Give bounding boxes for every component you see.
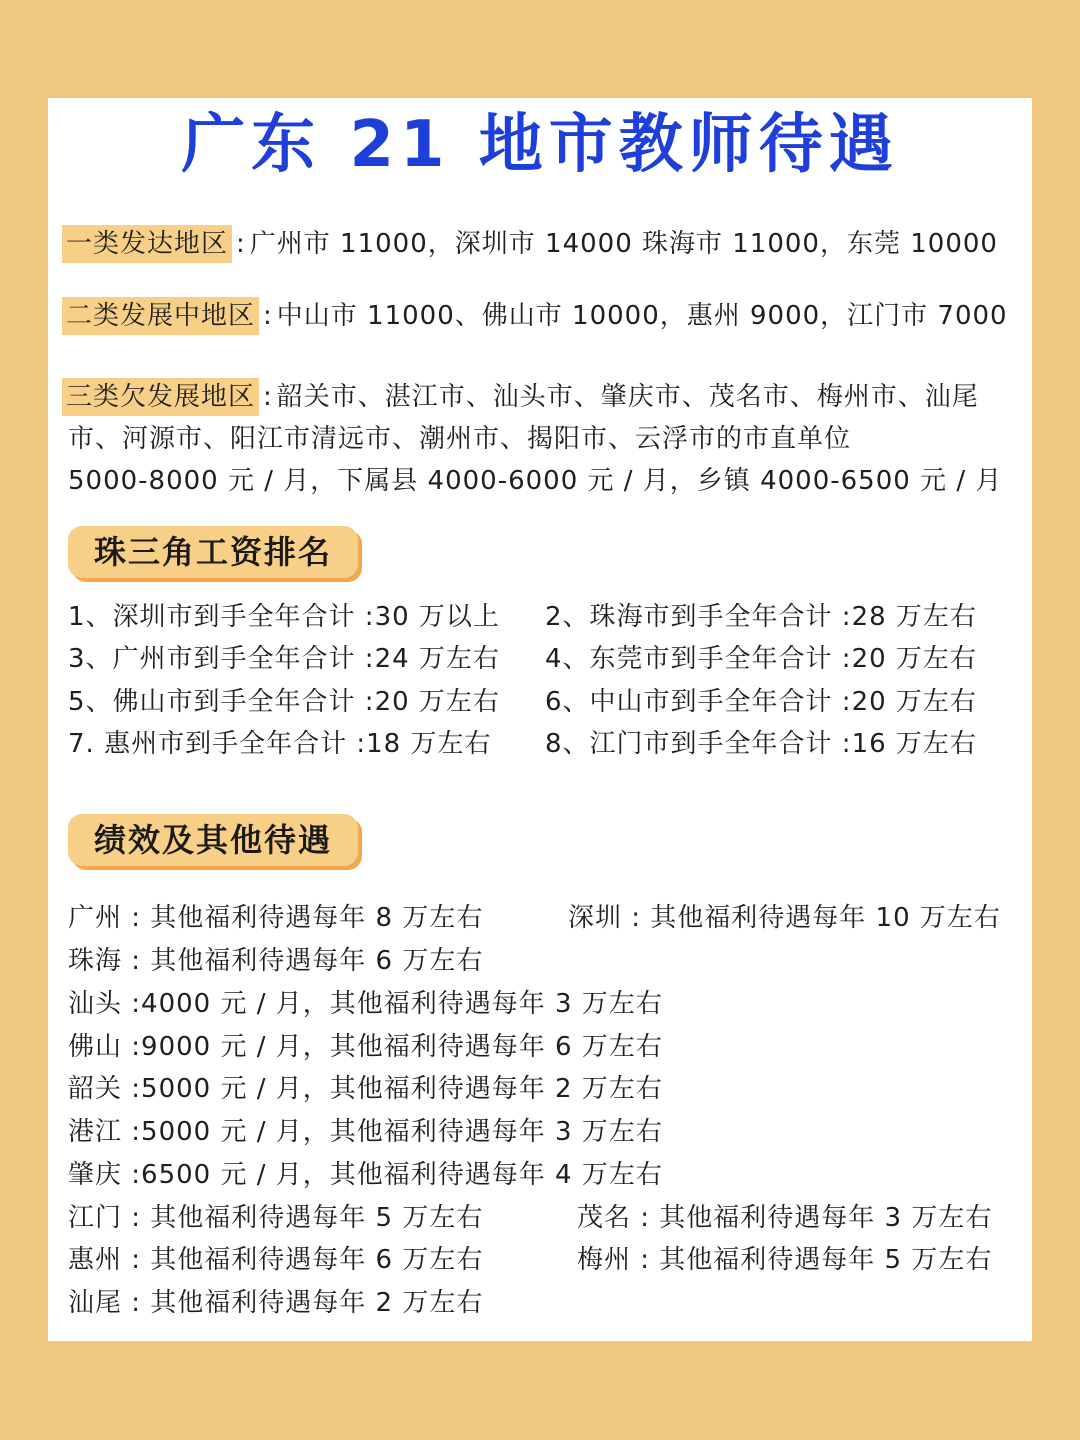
tier3-row [62,379,979,415]
performance-heading: 绩效及其他待遇 [68,814,358,866]
tier3-text-line3: 5000-8000 元 / 月，下属县 4000-6000 元 / 月，乡镇 4000-6500 元 / 月 [68,466,1003,496]
perf-zhaoqing: 肇庆 :6500 元 / 月，其他福利待遇每年 4 万左右 [68,1160,663,1190]
perf-shaoguan: 韶关 :5000 元 / 月，其他福利待遇每年 2 万左右 [68,1074,663,1104]
tier2-text: 中山市 11000、佛山市 10000，惠州 9000，江门市 7000 [276,301,1008,331]
tier2-label: 二类发展中地区 [62,297,259,335]
perf-jiangmen: 江门 : 其他福利待遇每年 5 万左右 [68,1203,484,1233]
tier3-text-line1: 韶关市、湛江市、汕头市、肇庆市、茂名市、梅州市、汕尾 [276,382,979,412]
tier1-row [62,226,998,262]
ranking-item-5: 5、佛山市到手全年合计 :20 万左右 [68,687,500,717]
ranking-item-4: 4、东莞市到手全年合计 :20 万左右 [545,644,977,674]
perf-foshan: 佛山 :9000 元 / 月，其他福利待遇每年 6 万左右 [68,1032,663,1062]
tier3-colon: : [263,382,273,412]
ranking-item-8: 8、江门市到手全年合计 :16 万左右 [545,729,977,759]
tier3-text-line2: 市、河源市、阳江市清远市、潮州市、揭阳市、云浮市的市直单位 [68,424,852,454]
ranking-item-6: 6、中山市到手全年合计 :20 万左右 [545,687,977,717]
perf-meizhou: 梅州 : 其他福利待遇每年 5 万左右 [577,1245,993,1275]
tier1-colon: : [236,229,246,259]
tier2-row [62,298,1008,334]
ranking-item-7: 7. 惠州市到手全年合计 :18 万左右 [68,729,492,759]
tier1-label: 一类发达地区 [62,225,232,263]
perf-zhuhai: 珠海 : 其他福利待遇每年 6 万左右 [68,946,484,976]
perf-shanwei: 汕尾 : 其他福利待遇每年 2 万左右 [68,1288,484,1318]
page-title: 广东 21 地市教师待遇 [181,108,899,182]
perf-shantou: 汕头 :4000 元 / 月，其他福利待遇每年 3 万左右 [68,989,663,1019]
tier1-text: 广州市 11000，深圳市 14000 珠海市 11000，东莞 10000 [249,229,998,259]
perf-huizhou: 惠州 : 其他福利待遇每年 6 万左右 [68,1245,484,1275]
ranking-item-2: 2、珠海市到手全年合计 :28 万左右 [545,602,977,632]
tier3-label: 三类欠发展地区 [62,378,259,416]
tier2-colon: : [263,301,273,331]
ranking-item-3: 3、广州市到手全年合计 :24 万左右 [68,644,500,674]
ranking-heading: 珠三角工资排名 [68,526,358,578]
ranking-item-1: 1、深圳市到手全年合计 :30 万以上 [68,602,500,632]
perf-zhanjiang: 港江 :5000 元 / 月，其他福利待遇每年 3 万左右 [68,1117,663,1147]
perf-maoming: 茂名 : 其他福利待遇每年 3 万左右 [577,1203,993,1233]
perf-guangzhou: 广州 : 其他福利待遇每年 8 万左右 [68,903,484,933]
perf-shenzhen: 深圳 : 其他福利待遇每年 10 万左右 [568,903,1001,933]
